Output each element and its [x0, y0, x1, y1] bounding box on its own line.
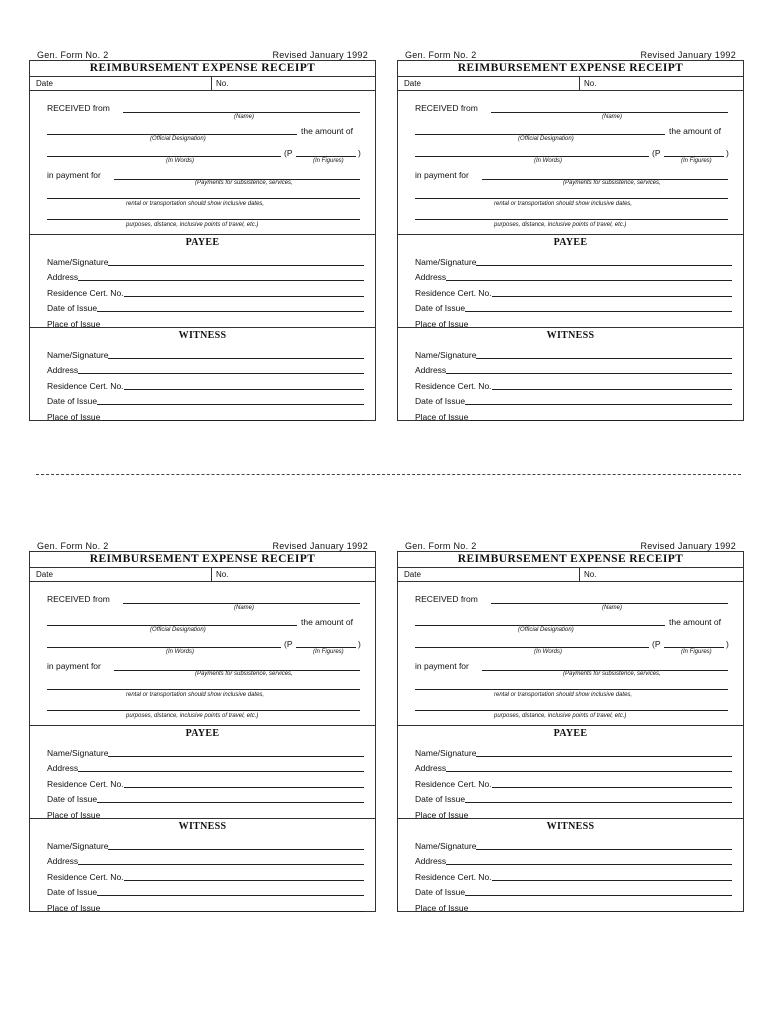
witness-name-signature-row[interactable] — [398, 344, 743, 360]
number-field[interactable] — [580, 568, 596, 581]
official-designation-caption: (Official Designation) — [150, 136, 206, 142]
number-field[interactable] — [212, 77, 228, 90]
in-words-caption: (In Words) — [534, 158, 563, 164]
date-number-row — [398, 77, 743, 91]
form-header — [29, 50, 376, 60]
official-designation-line[interactable] — [47, 134, 297, 135]
payee-address-row[interactable] — [30, 267, 375, 283]
residence-cert-label: Residence Cert. No. — [415, 287, 492, 298]
witness-date-of-issue-line[interactable] — [97, 895, 364, 896]
payee-date-of-issue-row[interactable] — [398, 789, 743, 805]
place-of-issue-label: Place of Issue — [47, 411, 101, 422]
gen-form-number: Gen. Form No. 2 — [405, 50, 477, 60]
peso-close: ) — [358, 639, 361, 649]
payee-residence-cert-line[interactable] — [492, 296, 732, 297]
peso-open: (P — [284, 639, 293, 649]
name-caption: (Name) — [234, 114, 255, 120]
amount-of-label: the amount of — [669, 126, 721, 136]
witness-name-signature-line[interactable] — [476, 849, 732, 850]
name-caption: (Name) — [602, 605, 623, 611]
witness-name-signature-line[interactable] — [108, 358, 364, 359]
witness-date-of-issue-line[interactable] — [97, 404, 364, 405]
witness-section — [30, 818, 375, 911]
name-signature-label: Name/Signature — [47, 256, 109, 267]
witness-place-of-issue-row[interactable] — [398, 897, 743, 913]
witness-date-of-issue-row[interactable] — [398, 882, 743, 898]
official-designation-line[interactable] — [415, 625, 665, 626]
witness-residence-cert-line[interactable] — [492, 880, 732, 881]
payment-for-label: in payment for — [47, 170, 101, 180]
official-designation-caption: (Official Designation) — [518, 136, 574, 142]
payee-date-of-issue-row[interactable] — [398, 298, 743, 314]
receipt-form-bottom-left — [29, 541, 376, 912]
payee-residence-cert-row[interactable] — [398, 773, 743, 789]
payments-caption: (Payments for subsistence, services, — [563, 180, 661, 186]
date-field[interactable] — [398, 568, 580, 581]
witness-section — [398, 327, 743, 420]
number-field[interactable] — [580, 77, 596, 90]
payment-detail-line-2[interactable] — [47, 219, 360, 220]
official-designation-caption: (Official Designation) — [150, 627, 206, 633]
payee-name-signature-row[interactable] — [398, 251, 743, 267]
payment-detail-line-2[interactable] — [415, 710, 728, 711]
revised-date: Revised January 1992 — [272, 50, 368, 60]
date-field[interactable] — [30, 77, 212, 90]
payments-caption: (Payments for subsistence, services, — [563, 671, 661, 677]
receipt-form-top-left — [29, 50, 376, 421]
in-figures-caption: (In Figures) — [313, 158, 344, 164]
name-caption: (Name) — [234, 605, 255, 611]
payee-address-line[interactable] — [78, 771, 364, 772]
name-signature-label: Name/Signature — [415, 349, 477, 360]
witness-address-row[interactable] — [398, 851, 743, 867]
witness-date-of-issue-row[interactable] — [30, 882, 375, 898]
payee-title: PAYEE — [553, 728, 588, 739]
peso-close: ) — [726, 639, 729, 649]
date-of-issue-label: Date of Issue — [47, 794, 98, 804]
payee-address-line[interactable] — [446, 280, 732, 281]
place-of-issue-label: Place of Issue — [47, 318, 101, 329]
place-of-issue-label: Place of Issue — [415, 902, 469, 913]
witness-title: WITNESS — [178, 821, 227, 832]
payee-name-signature-line[interactable] — [476, 756, 732, 757]
residence-cert-label: Residence Cert. No. — [415, 778, 492, 789]
amount-of-label: the amount of — [301, 617, 353, 627]
received-from-label: RECEIVED from — [47, 103, 110, 113]
residence-cert-label: Residence Cert. No. — [415, 871, 492, 882]
receipt-form-bottom-right — [397, 541, 744, 912]
amount-in-figures-line[interactable] — [664, 156, 724, 157]
official-designation-line[interactable] — [415, 134, 665, 135]
payee-name-signature-line[interactable] — [108, 756, 364, 757]
revised-date: Revised January 1992 — [640, 541, 736, 551]
payee-address-line[interactable] — [78, 280, 364, 281]
in-words-caption: (In Words) — [534, 649, 563, 655]
amount-in-words-line[interactable] — [415, 156, 649, 157]
name-line[interactable] — [123, 603, 360, 604]
date-number-row — [30, 77, 375, 91]
residence-cert-label: Residence Cert. No. — [47, 287, 124, 298]
number-label: No. — [584, 79, 597, 88]
witness-section — [30, 327, 375, 420]
witness-title: WITNESS — [546, 330, 595, 341]
payee-residence-cert-row[interactable] — [30, 773, 375, 789]
address-label: Address — [415, 856, 447, 866]
witness-name-signature-row[interactable] — [30, 344, 375, 360]
number-label: No. — [216, 570, 229, 579]
witness-name-signature-line[interactable] — [108, 849, 364, 850]
date-of-issue-label: Date of Issue — [47, 887, 98, 897]
date-field[interactable] — [30, 568, 212, 581]
date-label: Date — [404, 79, 421, 88]
payments-caption: (Payments for subsistence, services, — [195, 671, 293, 677]
payee-title: PAYEE — [185, 728, 220, 739]
witness-residence-cert-line[interactable] — [124, 880, 364, 881]
place-of-issue-label: Place of Issue — [47, 809, 101, 820]
rental-caption: rental or transportation should show inclusive dates, — [126, 692, 265, 698]
payee-name-signature-line[interactable] — [476, 265, 732, 266]
payee-residence-cert-line[interactable] — [124, 296, 364, 297]
receipt-box — [29, 60, 376, 421]
payment-for-label: in payment for — [47, 661, 101, 671]
number-label: No. — [584, 570, 597, 579]
payee-date-of-issue-row[interactable] — [30, 298, 375, 314]
date-of-issue-label: Date of Issue — [415, 794, 466, 804]
amount-in-words-line[interactable] — [47, 647, 281, 648]
witness-residence-cert-row[interactable] — [30, 375, 375, 391]
received-from-label: RECEIVED from — [415, 594, 478, 604]
witness-address-row[interactable] — [30, 851, 375, 867]
witness-name-signature-row[interactable] — [30, 835, 375, 851]
gen-form-number: Gen. Form No. 2 — [405, 541, 477, 551]
payments-caption: (Payments for subsistence, services, — [195, 180, 293, 186]
rental-caption: rental or transportation should show inclusive dates, — [494, 692, 633, 698]
number-field[interactable] — [212, 568, 228, 581]
witness-date-of-issue-line[interactable] — [465, 895, 732, 896]
cut-line — [36, 474, 741, 475]
peso-open: (P — [652, 148, 661, 158]
gen-form-number: Gen. Form No. 2 — [37, 50, 109, 60]
revised-date: Revised January 1992 — [272, 541, 368, 551]
payment-for-label: in payment for — [415, 661, 469, 671]
receipt-title: REIMBURSEMENT EXPENSE RECEIPT — [30, 552, 375, 568]
purposes-caption: purposes, distance, inclusive points of travel, etc.) — [126, 713, 259, 719]
payee-address-line[interactable] — [446, 771, 732, 772]
name-signature-label: Name/Signature — [47, 840, 109, 851]
payee-name-signature-row[interactable] — [30, 251, 375, 267]
witness-place-of-issue-row[interactable] — [398, 406, 743, 422]
in-figures-caption: (In Figures) — [681, 158, 712, 164]
receipt-title: REIMBURSEMENT EXPENSE RECEIPT — [30, 61, 375, 77]
witness-date-of-issue-row[interactable] — [30, 391, 375, 407]
received-section — [398, 582, 743, 726]
payee-section — [398, 726, 743, 818]
place-of-issue-label: Place of Issue — [47, 902, 101, 913]
payee-address-row[interactable] — [398, 267, 743, 283]
payee-date-of-issue-row[interactable] — [30, 789, 375, 805]
witness-address-line[interactable] — [446, 864, 732, 865]
name-signature-label: Name/Signature — [415, 840, 477, 851]
witness-residence-cert-line[interactable] — [124, 389, 364, 390]
residence-cert-label: Residence Cert. No. — [47, 871, 124, 882]
place-of-issue-label: Place of Issue — [415, 318, 469, 329]
payee-name-signature-line[interactable] — [108, 265, 364, 266]
name-line[interactable] — [491, 112, 728, 113]
payment-detail-line-1[interactable] — [47, 689, 360, 690]
place-of-issue-label: Place of Issue — [415, 809, 469, 820]
received-section — [30, 91, 375, 235]
address-label: Address — [47, 365, 79, 375]
date-of-issue-label: Date of Issue — [47, 396, 98, 406]
name-signature-label: Name/Signature — [415, 747, 477, 758]
payee-name-signature-row[interactable] — [398, 742, 743, 758]
payment-for-label: in payment for — [415, 170, 469, 180]
amount-in-figures-line[interactable] — [296, 156, 356, 157]
rental-caption: rental or transportation should show inclusive dates, — [126, 201, 265, 207]
witness-name-signature-row[interactable] — [398, 835, 743, 851]
payee-section — [30, 726, 375, 818]
witness-date-of-issue-row[interactable] — [398, 391, 743, 407]
name-signature-label: Name/Signature — [415, 256, 477, 267]
address-label: Address — [47, 763, 79, 773]
peso-open: (P — [652, 639, 661, 649]
name-line[interactable] — [491, 603, 728, 604]
receipt-box — [397, 551, 744, 912]
receipt-title: REIMBURSEMENT EXPENSE RECEIPT — [398, 552, 743, 568]
witness-title: WITNESS — [546, 821, 595, 832]
payee-residence-cert-line[interactable] — [492, 787, 732, 788]
payee-residence-cert-row[interactable] — [398, 282, 743, 298]
date-label: Date — [36, 79, 53, 88]
witness-section — [398, 818, 743, 911]
name-caption: (Name) — [602, 114, 623, 120]
received-section — [398, 91, 743, 235]
witness-name-signature-line[interactable] — [476, 358, 732, 359]
date-of-issue-label: Date of Issue — [415, 303, 466, 313]
amount-of-label: the amount of — [301, 126, 353, 136]
receipt-box — [397, 60, 744, 421]
peso-open: (P — [284, 148, 293, 158]
amount-in-figures-line[interactable] — [664, 647, 724, 648]
payment-detail-line-2[interactable] — [415, 219, 728, 220]
number-label: No. — [216, 79, 229, 88]
witness-residence-cert-row[interactable] — [30, 866, 375, 882]
in-figures-caption: (In Figures) — [313, 649, 344, 655]
place-of-issue-label: Place of Issue — [415, 411, 469, 422]
amount-in-words-line[interactable] — [415, 647, 649, 648]
received-from-label: RECEIVED from — [47, 594, 110, 604]
rental-caption: rental or transportation should show inclusive dates, — [494, 201, 633, 207]
receipt-title: REIMBURSEMENT EXPENSE RECEIPT — [398, 61, 743, 77]
address-label: Address — [415, 365, 447, 375]
purposes-caption: purposes, distance, inclusive points of travel, etc.) — [494, 713, 627, 719]
in-words-caption: (In Words) — [166, 649, 195, 655]
amount-in-words-line[interactable] — [47, 156, 281, 157]
witness-address-row[interactable] — [30, 360, 375, 376]
witness-address-row[interactable] — [398, 360, 743, 376]
date-field[interactable] — [398, 77, 580, 90]
purposes-caption: purposes, distance, inclusive points of travel, etc.) — [494, 222, 627, 228]
witness-title: WITNESS — [178, 330, 227, 341]
witness-residence-cert-row[interactable] — [398, 866, 743, 882]
date-of-issue-label: Date of Issue — [47, 303, 98, 313]
payment-detail-line-1[interactable] — [415, 198, 728, 199]
witness-residence-cert-line[interactable] — [492, 389, 732, 390]
payment-detail-line-1[interactable] — [415, 689, 728, 690]
witness-address-line[interactable] — [78, 864, 364, 865]
in-words-caption: (In Words) — [166, 158, 195, 164]
address-label: Address — [47, 856, 79, 866]
payment-detail-line-1[interactable] — [47, 198, 360, 199]
form-header — [397, 541, 744, 551]
address-label: Address — [415, 763, 447, 773]
name-line[interactable] — [123, 112, 360, 113]
payee-date-of-issue-line[interactable] — [97, 311, 364, 312]
payee-section — [398, 235, 743, 327]
payee-section — [30, 235, 375, 327]
amount-of-label: the amount of — [669, 617, 721, 627]
payee-date-of-issue-line[interactable] — [465, 802, 732, 803]
peso-close: ) — [726, 148, 729, 158]
witness-place-of-issue-row[interactable] — [30, 897, 375, 913]
date-label: Date — [36, 570, 53, 579]
payee-residence-cert-line[interactable] — [124, 787, 364, 788]
official-designation-caption: (Official Designation) — [518, 627, 574, 633]
in-figures-caption: (In Figures) — [681, 649, 712, 655]
form-header — [397, 50, 744, 60]
date-label: Date — [404, 570, 421, 579]
receipt-form-top-right — [397, 50, 744, 421]
date-number-row — [30, 568, 375, 582]
witness-place-of-issue-line[interactable] — [468, 420, 732, 421]
residence-cert-label: Residence Cert. No. — [47, 778, 124, 789]
date-of-issue-label: Date of Issue — [415, 887, 466, 897]
received-from-label: RECEIVED from — [415, 103, 478, 113]
payee-address-row[interactable] — [398, 758, 743, 774]
payee-name-signature-row[interactable] — [30, 742, 375, 758]
form-header — [29, 541, 376, 551]
payee-date-of-issue-line[interactable] — [97, 802, 364, 803]
address-label: Address — [415, 272, 447, 282]
witness-residence-cert-row[interactable] — [398, 375, 743, 391]
witness-address-line[interactable] — [446, 373, 732, 374]
payee-address-row[interactable] — [30, 758, 375, 774]
receipt-box — [29, 551, 376, 912]
date-of-issue-label: Date of Issue — [415, 396, 466, 406]
official-designation-line[interactable] — [47, 625, 297, 626]
address-label: Address — [47, 272, 79, 282]
received-section — [30, 582, 375, 726]
amount-in-figures-line[interactable] — [296, 647, 356, 648]
revised-date: Revised January 1992 — [640, 50, 736, 60]
payment-detail-line-2[interactable] — [47, 710, 360, 711]
witness-place-of-issue-line[interactable] — [100, 420, 364, 421]
peso-close: ) — [358, 148, 361, 158]
payee-title: PAYEE — [185, 237, 220, 248]
gen-form-number: Gen. Form No. 2 — [37, 541, 109, 551]
witness-address-line[interactable] — [78, 373, 364, 374]
witness-date-of-issue-line[interactable] — [465, 404, 732, 405]
payee-date-of-issue-line[interactable] — [465, 311, 732, 312]
name-signature-label: Name/Signature — [47, 349, 109, 360]
name-signature-label: Name/Signature — [47, 747, 109, 758]
date-number-row — [398, 568, 743, 582]
payee-residence-cert-row[interactable] — [30, 282, 375, 298]
payee-title: PAYEE — [553, 237, 588, 248]
witness-place-of-issue-line[interactable] — [100, 911, 364, 912]
witness-place-of-issue-row[interactable] — [30, 406, 375, 422]
residence-cert-label: Residence Cert. No. — [47, 380, 124, 391]
residence-cert-label: Residence Cert. No. — [415, 380, 492, 391]
purposes-caption: purposes, distance, inclusive points of travel, etc.) — [126, 222, 259, 228]
witness-place-of-issue-line[interactable] — [468, 911, 732, 912]
